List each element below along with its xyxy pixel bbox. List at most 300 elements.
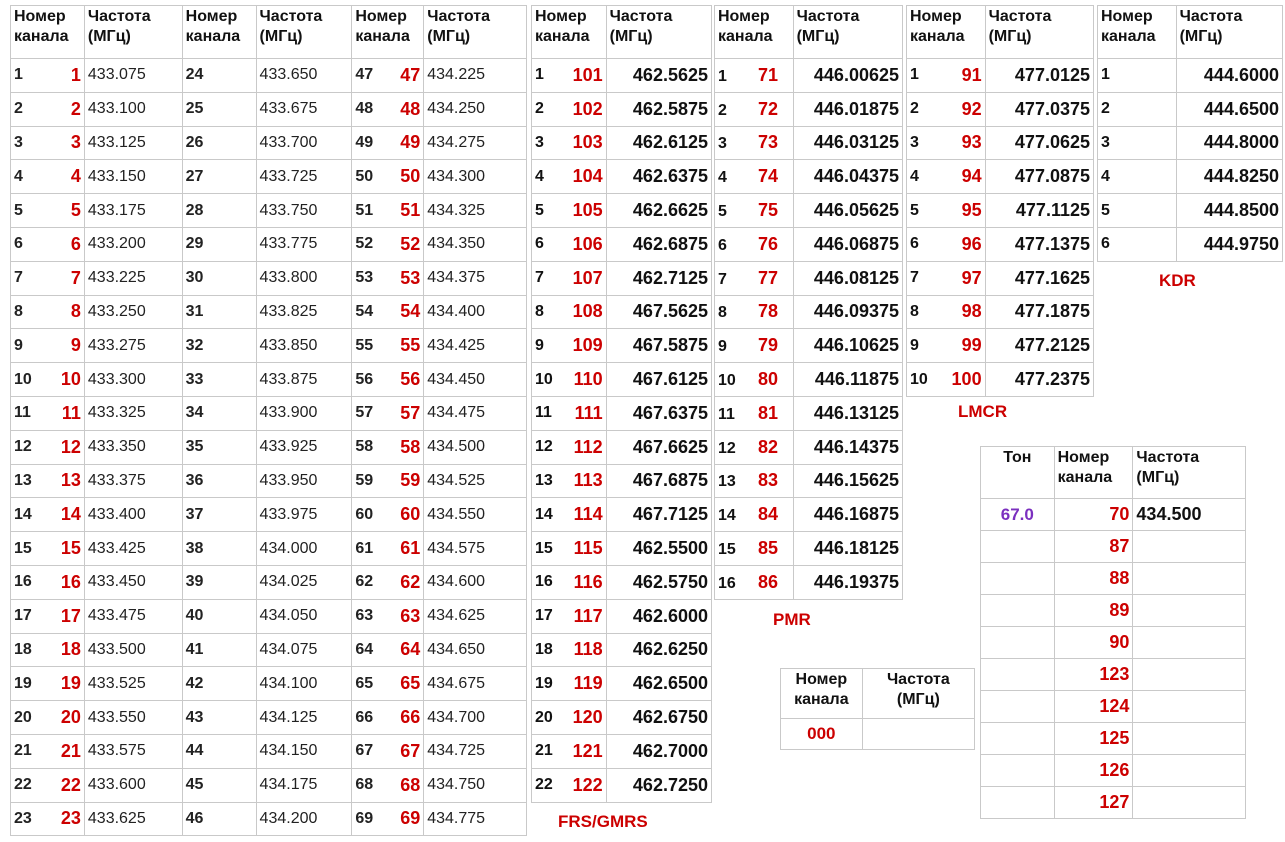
channel-number: 96 — [961, 233, 982, 254]
channel-index: 2 — [535, 100, 544, 118]
channel-index: 17 — [535, 607, 553, 625]
tone-channel: 70 — [1054, 499, 1133, 531]
table-row — [532, 126, 712, 160]
channel-index: 5 — [718, 203, 727, 221]
lpd-frequency: 434.650 — [424, 633, 527, 667]
frs-frequency: 462.6250 — [606, 633, 711, 667]
channel-index: 1 — [718, 67, 727, 85]
channel-number: 16 — [60, 571, 81, 592]
table-row — [11, 532, 527, 566]
table-row — [532, 261, 712, 295]
header-frequency: Частота (МГц) — [862, 669, 974, 719]
lpd-channel-cell — [11, 464, 85, 498]
lpd-channel-cell — [11, 734, 85, 768]
lpd-frequency: 434.350 — [424, 227, 527, 261]
channel-index: 5 — [535, 201, 544, 219]
channel-number: 121 — [572, 740, 603, 761]
header-tone: Тон — [981, 447, 1055, 499]
channel-number: 97 — [961, 267, 982, 288]
table-row — [11, 633, 527, 667]
pmr-channel-cell — [715, 363, 794, 397]
table-row — [532, 194, 712, 228]
lpd-frequency: 433.400 — [84, 498, 182, 532]
channel-number: 20 — [60, 707, 81, 728]
channel-number: 59 — [400, 470, 421, 491]
table-row — [907, 363, 1094, 397]
table-row — [532, 160, 712, 194]
channel-index: 57 — [355, 404, 374, 422]
pmr-channel-cell — [715, 430, 794, 464]
frs-frequency: 467.5875 — [606, 329, 711, 363]
channel-number: 63 — [400, 605, 421, 626]
tone-value — [981, 691, 1055, 723]
channel-index: 22 — [14, 776, 32, 794]
lpd-frequency: 433.925 — [256, 430, 352, 464]
channel-index: 54 — [355, 302, 374, 320]
lpd-channel: 29 — [182, 227, 256, 261]
lpd-frequency: 433.825 — [256, 295, 352, 329]
pmr-channel-cell — [715, 396, 794, 430]
pmr-frequency: 446.06875 — [793, 227, 902, 261]
lpd-channel: 38 — [182, 532, 256, 566]
table-row — [532, 498, 712, 532]
frs-channel-cell — [532, 430, 607, 464]
lmcr-channel-cell — [907, 126, 986, 160]
channel-number: 80 — [758, 369, 779, 390]
lpd-channel-cell — [352, 734, 424, 768]
channel-index: 14 — [718, 507, 736, 525]
channel-number: 52 — [400, 233, 421, 254]
lmcr-frequency: 477.0375 — [985, 92, 1093, 126]
channel-index: 13 — [535, 471, 553, 489]
channel-index: 10 — [535, 370, 553, 388]
tone-value — [981, 563, 1055, 595]
pmr-channel-cell — [715, 565, 794, 599]
tone-value: 67.0 — [981, 499, 1055, 531]
channel-number: 117 — [573, 605, 603, 626]
channel-index: 56 — [355, 370, 374, 388]
pmr-frequency: 446.04375 — [793, 160, 902, 194]
header-channel: Номер канала — [532, 6, 607, 59]
channel-number: 53 — [400, 267, 421, 288]
channel-number: 119 — [573, 673, 603, 694]
channel-index: 15 — [14, 539, 32, 557]
channel-number: 67 — [400, 740, 421, 761]
table-row — [532, 92, 712, 126]
header-frequency: Частота (МГц) — [424, 6, 527, 59]
channel-number: 115 — [573, 538, 603, 559]
lpd-frequency: 433.150 — [84, 160, 182, 194]
lpd-channel: 25 — [182, 92, 256, 126]
lpd-frequency: 434.475 — [424, 396, 527, 430]
table-row — [532, 768, 712, 802]
table-row — [1098, 227, 1283, 261]
channel-number: 122 — [572, 774, 603, 795]
lpd-channel: 41 — [182, 633, 256, 667]
lmcr-frequency: 477.1875 — [985, 295, 1093, 329]
channel-index: 1 — [14, 66, 23, 84]
channel-index: 53 — [355, 269, 374, 287]
channel-index: 11 — [718, 405, 735, 423]
channel-index: 12 — [14, 438, 32, 456]
channel-index: 19 — [535, 674, 553, 692]
frs-frequency: 462.5625 — [606, 59, 711, 93]
channel-index: 65 — [355, 674, 374, 692]
table-row — [532, 734, 712, 768]
lpd-channel-cell — [352, 396, 424, 430]
frs-channel-cell — [532, 194, 607, 228]
header-channel: Номер канала — [352, 6, 424, 59]
channel-index: 62 — [355, 573, 374, 591]
pmr-channel-cell — [715, 160, 794, 194]
lmcr-frequency: 477.1125 — [985, 194, 1093, 228]
channel-index: 11 — [535, 404, 552, 422]
channel-number: 107 — [572, 267, 603, 288]
lpd-channel-cell — [11, 701, 85, 735]
table-row — [981, 563, 1246, 595]
lpd-channel-cell — [11, 532, 85, 566]
channel-index: 5 — [910, 201, 919, 219]
channel-number: 3 — [70, 132, 81, 153]
lpd-channel: 33 — [182, 363, 256, 397]
lpd-channel-cell — [352, 363, 424, 397]
channel-number: 57 — [400, 402, 421, 423]
tone-table — [980, 446, 1246, 819]
channel-number: 56 — [400, 369, 421, 390]
channel-number: 72 — [758, 98, 779, 119]
frs-frequency: 467.5625 — [606, 295, 711, 329]
pmr-label: PMR — [773, 610, 811, 629]
channel-index: 18 — [535, 640, 553, 658]
table-row — [981, 755, 1246, 787]
header-frequency: Частота (МГц) — [84, 6, 182, 59]
channel-index: 10 — [910, 370, 928, 388]
header-frequency: Частота (МГц) — [606, 6, 711, 59]
table-row — [11, 565, 527, 599]
lpd-frequency: 433.750 — [256, 194, 352, 228]
table-row — [715, 160, 903, 194]
lpd-frequency: 433.450 — [84, 565, 182, 599]
table-row — [532, 59, 712, 93]
tone-channel: 126 — [1054, 755, 1133, 787]
frs-frequency: 462.6125 — [606, 126, 711, 160]
lpd-channel: 46 — [182, 802, 256, 836]
lpd-channel-cell — [11, 768, 85, 802]
channel-index: 8 — [535, 302, 544, 320]
channel-index: 3 — [535, 133, 544, 151]
channel-number: 112 — [573, 436, 603, 457]
channel-index: 3 — [718, 135, 727, 153]
header-frequency: Частота (МГц) — [985, 6, 1093, 59]
tone-frequency — [1133, 787, 1246, 819]
lpd-frequency: 433.875 — [256, 363, 352, 397]
table-row — [1098, 59, 1283, 93]
channel-index: 3 — [910, 133, 919, 151]
channel-number: 105 — [572, 200, 603, 221]
table-row — [11, 126, 527, 160]
kdr-header-row — [1098, 6, 1283, 59]
frs-channel-cell — [532, 363, 607, 397]
frs-channel-cell — [532, 498, 607, 532]
lpd-channel-cell — [352, 667, 424, 701]
lmcr-frequency: 477.2125 — [985, 329, 1093, 363]
lpd-frequency: 434.775 — [424, 802, 527, 836]
table-row — [981, 531, 1246, 563]
channel-number: 65 — [400, 673, 421, 694]
channel-index: 14 — [535, 505, 553, 523]
channel-number: 51 — [400, 200, 421, 221]
channel-index: 10 — [14, 370, 32, 388]
tone-frequency — [1133, 691, 1246, 723]
channel-index: 55 — [355, 336, 374, 354]
lpd-channel: 39 — [182, 565, 256, 599]
frs-frequency: 462.7250 — [606, 768, 711, 802]
channel-index: 9 — [535, 336, 544, 354]
channel-index: 9 — [14, 336, 23, 354]
channel-index: 4 — [535, 167, 544, 185]
tone-frequency — [1133, 531, 1246, 563]
channel-index: 16 — [718, 574, 736, 592]
channel-number: 76 — [758, 233, 779, 254]
channel-number: 62 — [400, 571, 421, 592]
lmcr-frequency: 477.1375 — [985, 227, 1093, 261]
channel-number: 1 — [70, 64, 81, 85]
channel-number: 116 — [573, 571, 603, 592]
kdr-channel: 2 — [1098, 92, 1177, 126]
lpd-channel-cell — [11, 599, 85, 633]
frs-channel-cell — [532, 768, 607, 802]
channel-index: 51 — [355, 201, 374, 219]
lpd-channel-cell — [352, 92, 424, 126]
frs-channel-cell — [532, 734, 607, 768]
channel-number: 84 — [758, 504, 779, 525]
frs-rows — [532, 59, 712, 803]
tone-frequency — [1133, 755, 1246, 787]
tone-frequency: 434.500 — [1133, 499, 1246, 531]
lpd-frequency: 434.050 — [256, 599, 352, 633]
table-row — [981, 595, 1246, 627]
channel-number: 17 — [60, 605, 81, 626]
tone-channel: 90 — [1054, 627, 1133, 659]
lmcr-channel-cell — [907, 92, 986, 126]
channel-number: 54 — [400, 301, 421, 322]
pmr-channel-cell — [715, 329, 794, 363]
lpd-channel: 36 — [182, 464, 256, 498]
lpd-channel-cell — [11, 194, 85, 228]
tone-rows — [981, 499, 1246, 819]
table-row — [907, 329, 1094, 363]
lpd-channel-cell — [352, 329, 424, 363]
channel-number: 98 — [961, 301, 982, 322]
lpd-frequency: 434.425 — [424, 329, 527, 363]
channel-index: 1 — [910, 66, 919, 84]
lmcr-channel-cell — [907, 194, 986, 228]
frs-frequency: 462.6000 — [606, 599, 711, 633]
tone-channel: 125 — [1054, 723, 1133, 755]
lpd-channel: 27 — [182, 160, 256, 194]
lmcr-channel-cell — [907, 363, 986, 397]
channel-number: 94 — [961, 166, 982, 187]
header-channel: Номер канала — [11, 6, 85, 59]
lpd-frequency: 433.300 — [84, 363, 182, 397]
lpd-channel-cell — [11, 396, 85, 430]
lpd-channel-cell — [352, 768, 424, 802]
table-row — [981, 499, 1246, 531]
channel-index: 47 — [355, 66, 374, 84]
lpd-channel: 30 — [182, 261, 256, 295]
channel-number: 66 — [400, 707, 421, 728]
kdr-channel: 1 — [1098, 59, 1177, 93]
pmr-frequency: 446.16875 — [793, 498, 902, 532]
channel-number: 102 — [572, 98, 603, 119]
lpd-channel-cell — [11, 261, 85, 295]
lpd-channel-cell — [11, 430, 85, 464]
lpd-frequency: 433.375 — [84, 464, 182, 498]
lpd-frequency: 434.175 — [256, 768, 352, 802]
table-row — [11, 160, 527, 194]
lpd-frequency: 433.325 — [84, 396, 182, 430]
lpd-frequency: 434.550 — [424, 498, 527, 532]
table-row — [532, 565, 712, 599]
lmcr-channel-cell — [907, 329, 986, 363]
channel-number: 118 — [573, 639, 603, 660]
tone-value — [981, 723, 1055, 755]
header-frequency: Частота (МГц) — [1133, 447, 1246, 499]
lpd-channel-cell — [11, 498, 85, 532]
table-row — [532, 363, 712, 397]
channel-number: 19 — [60, 673, 81, 694]
lpd-channel-cell — [11, 802, 85, 836]
tone-frequency — [1133, 659, 1246, 691]
kdr-channel: 4 — [1098, 160, 1177, 194]
lpd-frequency: 433.500 — [84, 633, 182, 667]
channel-number: 108 — [572, 301, 603, 322]
channel-number: 49 — [400, 132, 421, 153]
table-row — [1098, 126, 1283, 160]
pmr-channel-cell — [715, 92, 794, 126]
lpd-channel-cell — [352, 464, 424, 498]
pmr-frequency: 446.13125 — [793, 396, 902, 430]
kdr-channel: 6 — [1098, 227, 1177, 261]
frs-frequency: 462.5750 — [606, 565, 711, 599]
lpd-frequency: 433.600 — [84, 768, 182, 802]
pmr-channel-cell — [715, 227, 794, 261]
channel-number: 14 — [60, 504, 81, 525]
channel-index: 2 — [14, 100, 23, 118]
lpd-frequency: 433.650 — [256, 59, 352, 93]
channel-index: 6 — [718, 236, 727, 254]
table-row — [11, 92, 527, 126]
table-row — [981, 787, 1246, 819]
table-row — [11, 498, 527, 532]
channel-number: 92 — [961, 98, 982, 119]
pmr-frequency: 446.03125 — [793, 126, 902, 160]
frs-table — [531, 5, 712, 803]
channel-number: 75 — [758, 200, 779, 221]
frs-channel-cell — [532, 261, 607, 295]
channel-number: 9 — [70, 335, 81, 356]
pmr-frequency: 446.18125 — [793, 532, 902, 566]
kdr-frequency: 444.9750 — [1176, 227, 1282, 261]
pmr-frequency: 446.15625 — [793, 464, 902, 498]
kdr-rows — [1098, 59, 1283, 262]
frs-frequency: 462.7000 — [606, 734, 711, 768]
lpd-frequency: 433.525 — [84, 667, 182, 701]
header-channel: Номер канала — [907, 6, 986, 59]
channel-index: 13 — [14, 471, 32, 489]
channel-index: 16 — [535, 573, 553, 591]
tone-value — [981, 787, 1055, 819]
lpd-frequency: 433.075 — [84, 59, 182, 93]
lpd-frequency: 433.100 — [84, 92, 182, 126]
channel-number: 11 — [61, 402, 81, 423]
header-channel: Номер канала — [182, 6, 256, 59]
lpd-frequency: 434.525 — [424, 464, 527, 498]
frs-channel-cell — [532, 633, 607, 667]
frs-channel-cell — [532, 59, 607, 93]
lpd-frequency: 433.775 — [256, 227, 352, 261]
lpd-channel-cell — [11, 667, 85, 701]
channel-index: 20 — [535, 708, 553, 726]
kdr-label: KDR — [1159, 271, 1196, 290]
channel-index: 21 — [535, 742, 553, 760]
channel-index: 6 — [910, 235, 919, 253]
channel-number: 60 — [400, 504, 421, 525]
table-row — [715, 565, 903, 599]
channel-index: 58 — [355, 438, 374, 456]
kdr-frequency: 444.6500 — [1176, 92, 1282, 126]
frs-channel-cell — [532, 532, 607, 566]
lpd-channel-cell — [11, 59, 85, 93]
channel-number: 71 — [758, 64, 779, 85]
channel-index: 8 — [910, 302, 919, 320]
kdr-frequency: 444.6000 — [1176, 59, 1282, 93]
table-row — [11, 59, 527, 93]
lpd-channel-cell — [352, 430, 424, 464]
table-row — [907, 59, 1094, 93]
frs-channel-cell — [532, 160, 607, 194]
frs-channel-cell — [532, 701, 607, 735]
table-row — [715, 59, 903, 93]
channel-number: 78 — [758, 301, 779, 322]
lpd-frequency: 433.850 — [256, 329, 352, 363]
channel-index: 67 — [355, 742, 374, 760]
lmcr-channel-cell — [907, 160, 986, 194]
channel-number: 110 — [573, 369, 603, 390]
channel-index: 20 — [14, 708, 32, 726]
lpd-channel: 42 — [182, 667, 256, 701]
lmcr-channel-cell — [907, 261, 986, 295]
lpd-channel-cell — [11, 565, 85, 599]
frs-channel-cell — [532, 227, 607, 261]
table-row — [907, 92, 1094, 126]
lpd-frequency: 433.900 — [256, 396, 352, 430]
channel-number: 81 — [758, 402, 779, 423]
channel-number: 13 — [60, 470, 81, 491]
channel-number: 48 — [400, 98, 421, 119]
channel-index: 61 — [355, 539, 374, 557]
channel-number: 86 — [758, 571, 779, 592]
lpd-channel-cell — [11, 329, 85, 363]
channel-number: 4 — [70, 166, 81, 187]
lpd-channel: 45 — [182, 768, 256, 802]
lmcr-rows — [907, 59, 1094, 397]
frs-frequency: 462.6750 — [606, 701, 711, 735]
lpd-channel: 43 — [182, 701, 256, 735]
lpd-frequency: 434.300 — [424, 160, 527, 194]
table-row — [715, 464, 903, 498]
lpd-frequency: 434.100 — [256, 667, 352, 701]
